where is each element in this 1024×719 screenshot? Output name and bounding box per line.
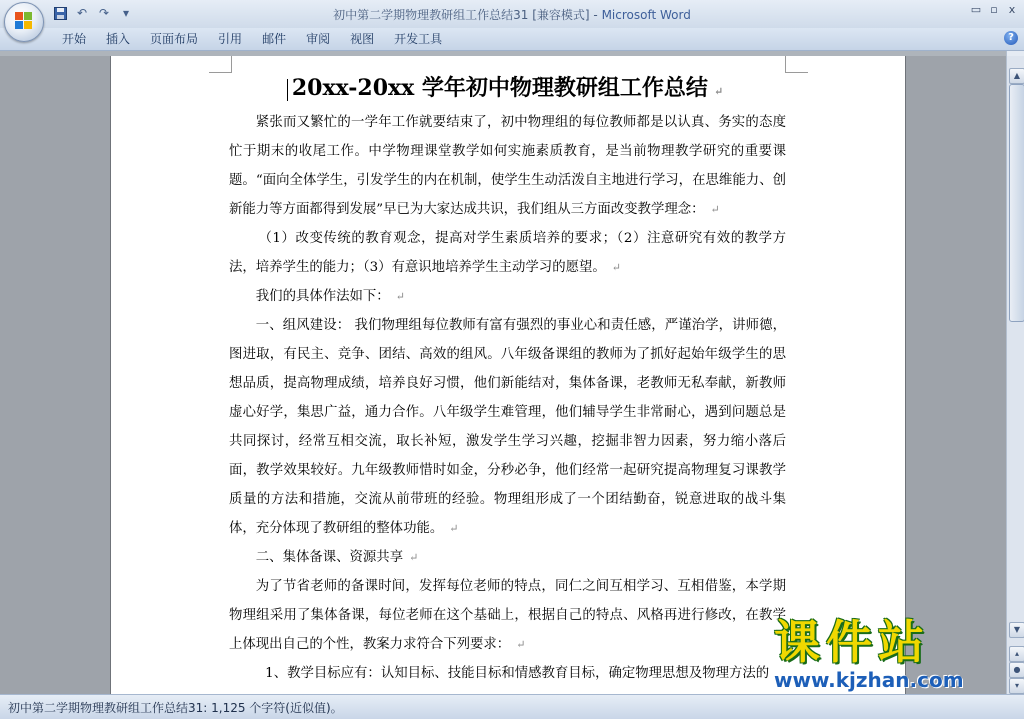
paragraph-text: 紧张而又繁忙的一学年工作就要结束了，初中物理组的每位教师都是以认真、务实的态度忙于期末的收尾工作。中学物理课堂教学如何实施素质教育，是当前物理教学研究的重要课题。“面向全体学生，引发学生的内在机制，使学生生动活泼自主地进行学习，在思维能力、创新能力等方面都得到发展”早已为大家达成共识，我们组从三方面改变教学理念： <box>229 115 786 217</box>
paragraph <box>229 572 786 659</box>
office-button[interactable] <box>4 2 44 42</box>
status-bar <box>0 694 1024 719</box>
document-title: 初中第二学期物理教研组工作总结31 [兼容模式] - <box>333 8 602 22</box>
scroll-up-button[interactable]: ▲ <box>1009 68 1024 84</box>
window-title <box>0 6 1024 23</box>
tab-view[interactable]: 视图 <box>350 32 375 46</box>
paragraph-text: 我们的具体作法如下： <box>255 289 390 304</box>
document-page[interactable] <box>110 56 906 694</box>
paragraph-mark: ↵ <box>611 261 621 274</box>
select-browse-object-button[interactable]: ● <box>1009 662 1024 678</box>
watermark-url: www.kjzhan.com <box>774 668 964 692</box>
paragraph-text: 二、集体备课、资源共享 <box>255 550 404 565</box>
paragraph-mark: ↵ <box>710 203 720 216</box>
paragraph <box>229 543 786 572</box>
paragraph-text: 一、组风建设： 我们物理组每位教师有富有强烈的事业心和责任感，严谨治学，讲师德，图进取，有民主、竞争、团结、高效的组风。八年级备课组的教师为了抓好起始年级学生的思想品质，提高物理成绩，培养良好习惯，他们新能结对，集体备课，老教师无私奉献，新教师虚心好学，集思广益，通力合作。八年级学生难管理，他们辅导学生非常耐心，遇到问题总是共同探讨，经常互相交流，取长补短，激发学生学习兴趣，挖掘非智力因素，努力缩小落后面，教学效果较好。九年级教师惜时如金，分秒必争，他们经常一起研究提高物理复习课教学质量的方法和措施，交流从前带班的经验。物理组形成了一个团结勤奋，锐意进取的战斗集体，充分体现了教研组的整体功能。 <box>229 318 786 536</box>
tab-mailings[interactable]: 邮件 <box>262 32 287 46</box>
scroll-down-button[interactable]: ▼ <box>1009 622 1024 638</box>
redo-icon[interactable]: ↷ <box>98 6 110 20</box>
previous-page-button[interactable]: ▴ <box>1009 646 1024 662</box>
paragraph <box>229 311 786 543</box>
paragraph <box>229 224 786 282</box>
help-icon[interactable]: ? <box>1004 31 1018 45</box>
vertical-scrollbar[interactable] <box>1006 56 1024 694</box>
document-body[interactable] <box>229 70 786 688</box>
tab-home[interactable]: 开始 <box>62 32 87 46</box>
app-name: Microsoft Word <box>601 8 691 22</box>
tab-insert[interactable]: 插入 <box>106 32 131 46</box>
tab-developer[interactable]: 开发工具 <box>394 32 443 46</box>
close-button[interactable]: x <box>1008 3 1016 16</box>
ribbon-tabs <box>52 31 452 47</box>
ribbon <box>0 28 1024 51</box>
paragraph-mark: ↵ <box>713 85 724 98</box>
title-bar <box>0 0 1024 28</box>
paragraph-text: （1）改变传统的教育观念，提高对学生素质培养的要求；（2）注意研究有效的教学方法，培养学生的能力；（3）有意识地培养学生主动学习的愿望。 <box>229 231 786 275</box>
document-heading-text: 20xx-20xx 学年初中物理教研组工作总结 <box>291 75 708 101</box>
tab-references[interactable]: 引用 <box>218 32 243 46</box>
tab-page-layout[interactable]: 页面布局 <box>150 32 199 46</box>
customize-qat-icon[interactable]: ▾ <box>122 6 130 20</box>
document-workspace <box>0 56 1006 694</box>
undo-icon[interactable]: ↶ <box>76 6 88 20</box>
paragraph <box>229 282 786 311</box>
status-word-count[interactable]: 初中第二学期物理教研组工作总结31: 1,125 个字符(近似值)。 <box>8 701 343 715</box>
paragraph-mark: ↵ <box>516 638 526 651</box>
watermark <box>770 616 1020 694</box>
next-page-button[interactable]: ▾ <box>1009 678 1024 694</box>
document-heading <box>229 70 786 106</box>
paragraph-text: 1、教学目标应有：认知目标、技能目标和情感教育目标，确定物理思想及物理方法的 <box>265 666 770 681</box>
paragraph-text: 为了节省老师的备课时间，发挥每位老师的特点，同仁之间互相学习、互相借鉴，本学期物理组采用了集体备课，每位老师在这个基础上，根据自己的特点、风格再进行修改，在教学上体现出自己的个性，教案力求符合下列要求： <box>229 579 786 652</box>
window-controls <box>970 3 1018 16</box>
paragraph-mark: ↵ <box>449 522 459 535</box>
minimize-button[interactable]: ▭ <box>970 3 982 16</box>
paragraph <box>229 659 786 688</box>
tab-review[interactable]: 审阅 <box>306 32 331 46</box>
paragraph <box>229 108 786 224</box>
paragraph-mark: ↵ <box>395 290 405 303</box>
office-logo-icon <box>15 12 33 30</box>
paragraph-mark: ↵ <box>409 551 419 564</box>
text-cursor <box>287 79 288 101</box>
scroll-thumb[interactable] <box>1009 84 1024 322</box>
watermark-logo: 课件站 <box>774 615 930 669</box>
margin-corner-mark <box>785 56 808 73</box>
restore-button[interactable]: ▫ <box>990 3 998 16</box>
